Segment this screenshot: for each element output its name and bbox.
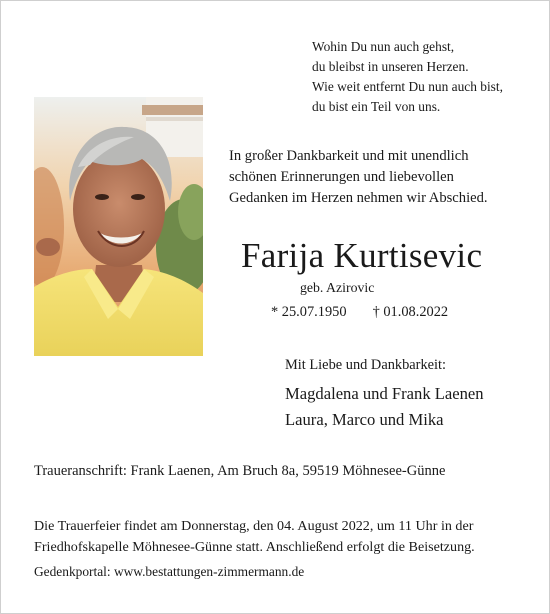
farewell-text bbox=[229, 146, 488, 209]
mourner-line: Laura, Marco und Mika bbox=[285, 410, 444, 429]
poem-line: du bleibst in unseren Herzen. bbox=[312, 59, 469, 74]
birth-date: * 25.07.1950 bbox=[271, 304, 347, 320]
memorial-portal: Gedenkportal: www.bestattungen-zimmermann.de bbox=[34, 564, 305, 579]
life-dates bbox=[271, 304, 448, 321]
mourning-address: Traueranschrift: Frank Laenen, Am Bruch 8a, 59519 Möhnesee-Günne bbox=[34, 463, 446, 479]
portrait-photo bbox=[34, 97, 203, 356]
poem-line: du bist ein Teil von uns. bbox=[312, 99, 441, 114]
farewell-line: Gedanken im Herzen nehmen wir Abschied. bbox=[229, 190, 488, 206]
poem-line: Wohin Du nun auch gehst, bbox=[312, 39, 455, 54]
funeral-service-info bbox=[34, 516, 475, 558]
mourner-line: Magdalena und Frank Laenen bbox=[285, 384, 484, 403]
poem bbox=[312, 37, 503, 117]
death-date: † 01.08.2022 bbox=[372, 304, 449, 320]
service-line: Die Trauerfeier findet am Donnerstag, den 04. August 2022, um 11 Uhr in der bbox=[34, 518, 474, 534]
deceased-name: Farija Kurtisevic bbox=[241, 236, 483, 275]
mourners-list bbox=[285, 381, 484, 433]
mourners-intro: Mit Liebe und Dankbarkeit: bbox=[285, 357, 447, 373]
birth-name: geb. Azirovic bbox=[300, 280, 375, 295]
service-line: Friedhofskapelle Möhnesee-Günne statt. Anschließend erfolgt die Beisetzung. bbox=[34, 539, 475, 555]
farewell-line: schönen Erinnerungen und liebevollen bbox=[229, 169, 454, 185]
farewell-line: In großer Dankbarkeit und mit unendlich bbox=[229, 148, 469, 164]
poem-line: Wie weit entfernt Du nun auch bist, bbox=[312, 79, 503, 94]
